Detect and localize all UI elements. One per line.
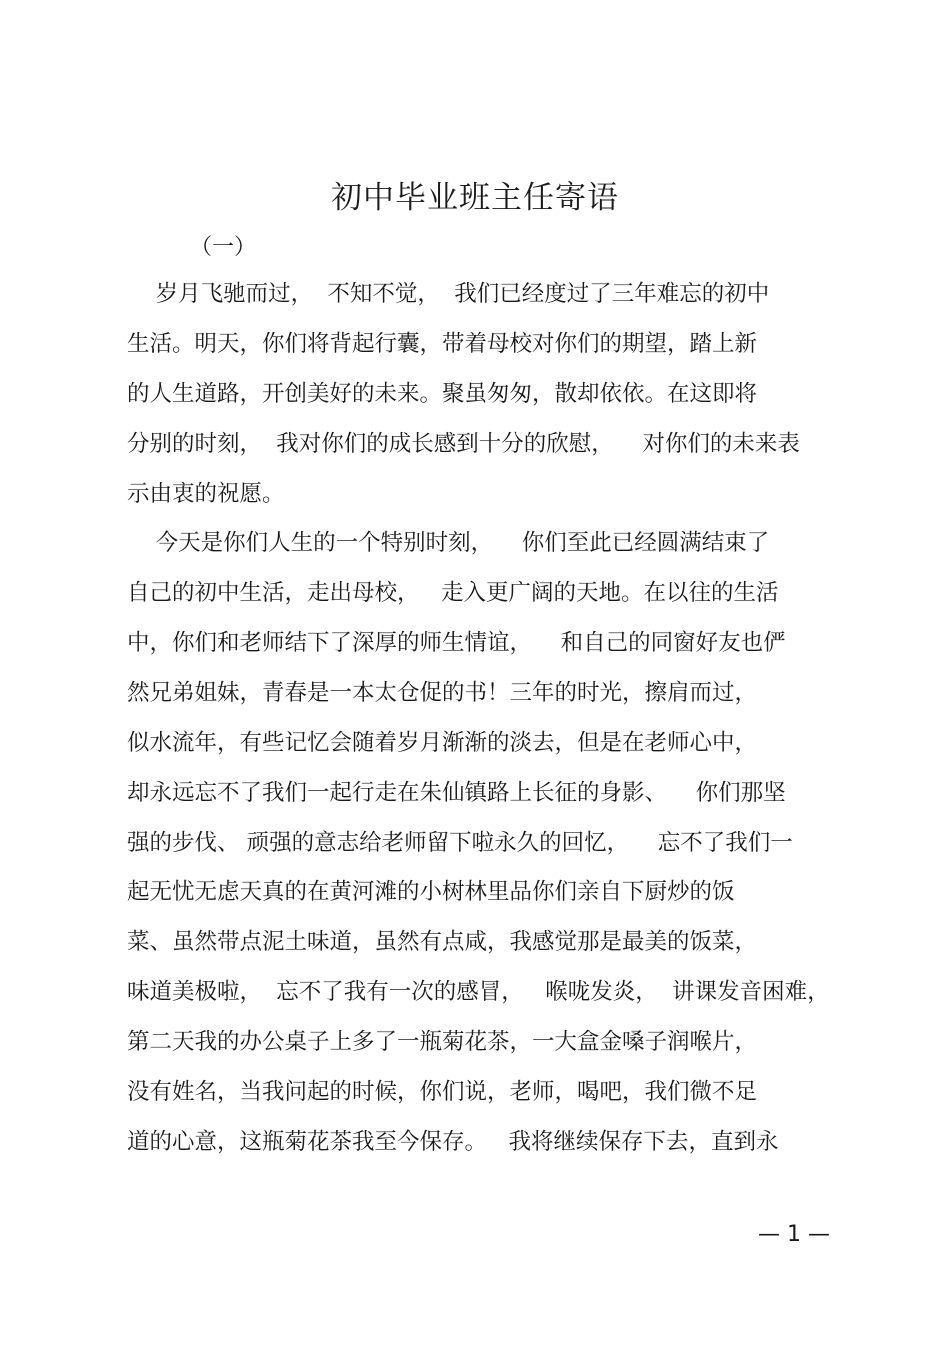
- body-line: 自己的初中生活，走出母校， 走入更广阔的天地。在以往的生活: [127, 580, 779, 606]
- body-line: 强的步伐、 顽强的意志给老师留下啦永久的回忆， 忘不了我们一: [127, 830, 793, 856]
- body-line: 生活。明天，你们将背起行囊，带着母校对你们的期望，踏上新: [127, 331, 758, 357]
- body-line: 没有姓名，当我问起的时候，你们说，老师，喝吧，我们微不足: [127, 1079, 758, 1105]
- body-line: 起无忧无虑天真的在黄河滩的小树林里品你们亲自下厨炒的饭: [127, 879, 735, 905]
- body-line: 示由衷的祝愿。: [127, 481, 285, 507]
- body-line: 分别的时刻， 我对你们的成长感到十分的欣慰， 对你们的未来表: [127, 431, 800, 457]
- body-line: 却永远忘不了我们一起行走在朱仙镇路上长征的身影、 你们那坚: [127, 780, 786, 806]
- body-line: 似水流年，有些记忆会随着岁月渐渐的淡去，但是在老师心中，: [127, 730, 758, 756]
- body-line: 中，你们和老师结下了深厚的师生情谊， 和自己的同窗好友也俨: [127, 630, 786, 656]
- section-label: （一）: [190, 235, 257, 260]
- body-line: 味道美极啦， 忘不了我有一次的感冒， 喉咙发炎， 讲课发音困难，: [127, 979, 830, 1005]
- body-line: 今天是你们人生的一个特别时刻， 你们至此已经圆满结束了: [127, 530, 770, 556]
- page-number: — 1 —: [758, 1222, 830, 1247]
- body-line: 菜、虽然带点泥土味道，虽然有点咸，我感觉那是最美的饭菜，: [127, 929, 758, 955]
- body-line: 道的心意，这瓶菊花茶我至今保存。 我将继续保存下去，直到永: [127, 1129, 779, 1155]
- body-line: 岁月飞驰而过， 不知不觉， 我们已经度过了三年难忘的初中: [127, 281, 770, 307]
- body-line: 第二天我的办公桌子上多了一瓶菊花茶，一大盒金嗓子润喉片，: [127, 1029, 758, 1055]
- document-title: 初中毕业班主任寄语: [331, 180, 619, 216]
- body-line: 然兄弟姐妹，青春是一本太仓促的书！三年的时光，擦肩而过，: [127, 680, 758, 706]
- body-line: 的人生道路，开创美好的未来。聚虽匆匆，散却依依。在这即将: [127, 381, 758, 407]
